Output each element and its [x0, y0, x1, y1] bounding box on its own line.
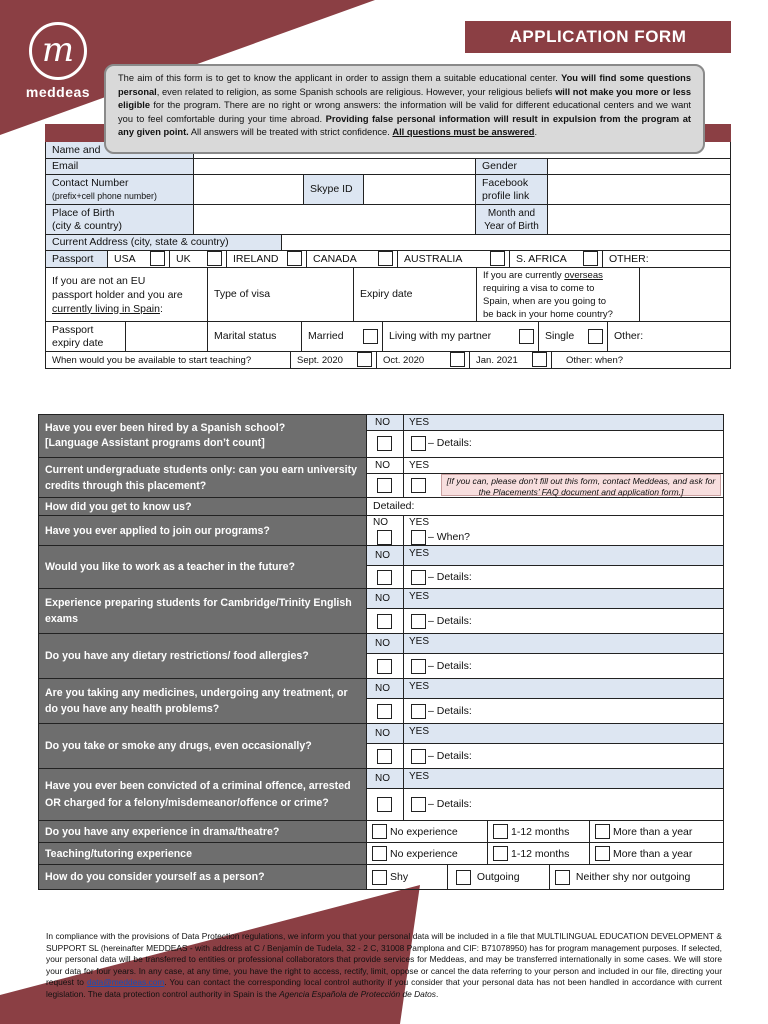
country-label: IRELAND — [233, 252, 279, 265]
checkbox[interactable] — [493, 846, 508, 861]
facebook-label — [476, 175, 548, 204]
facebook-label-line1: Facebook — [482, 176, 529, 189]
question-label: Have you ever been convicted of a criminal offence, arrested OR charged for a felony/misdemeanor/offence or crime? — [39, 769, 366, 820]
option-more-than-year[interactable] — [590, 843, 723, 864]
legal-text: . — [436, 988, 439, 999]
checkbox[interactable] — [372, 846, 387, 861]
contact-label-text: Contact Number — [52, 176, 129, 189]
question-subtext: [Language Assistant programs don’t count] — [45, 437, 265, 449]
row-marital — [45, 322, 731, 352]
yes-label: YES — [409, 517, 430, 528]
avail-jan-2021[interactable] — [470, 352, 552, 368]
no-label: NO — [375, 460, 390, 471]
no-label: NO — [375, 683, 390, 694]
no-checkbox[interactable] — [377, 478, 392, 493]
gender-label: Gender — [476, 159, 548, 174]
intro-text: The aim of this form is to get to know the applicant in order to assign them a suitable educational center. — [118, 73, 562, 83]
skype-label: Skype ID — [304, 175, 364, 204]
row-email — [45, 159, 731, 175]
details-label: – Details: — [428, 705, 472, 717]
no-label: NO — [375, 550, 390, 561]
skype-field[interactable] — [364, 175, 476, 204]
dob-line2: Year of Birth — [484, 220, 539, 232]
checkbox[interactable] — [450, 352, 465, 367]
option-outgoing[interactable] — [448, 865, 550, 889]
page-title: APPLICATION FORM — [465, 21, 731, 53]
checkbox[interactable] — [287, 251, 302, 266]
passport-uk[interactable] — [170, 251, 227, 267]
divider — [403, 546, 404, 588]
no-label: NO — [375, 773, 390, 784]
data-protection-notice — [46, 931, 722, 1001]
eu-line3: currently living in Spain — [52, 302, 160, 315]
details-label: – Details: — [428, 571, 472, 583]
option-label: Outgoing — [476, 871, 520, 883]
no-checkbox[interactable] — [377, 436, 392, 451]
legal-text: . You can contact the corresponding local control authority if you consider that your personal data has not been handled in accordance with current legislation. The data protection control authority in Spain is the — [46, 977, 722, 999]
option-label: 1-12 months — [511, 825, 570, 838]
yes-label: YES — [409, 771, 430, 782]
personal-details-table — [45, 124, 731, 369]
passport-south-africa[interactable] — [510, 251, 603, 267]
divider — [403, 458, 404, 497]
intro-text: for the program. There are no right or wrong answers: the information will be valid for different educational centers and we want you to feel comfortable during your time abroad. — [118, 100, 691, 124]
checkbox[interactable] — [363, 329, 378, 344]
yes-checkbox[interactable] — [411, 659, 426, 674]
passport-canada[interactable] — [307, 251, 398, 267]
no-checkbox[interactable] — [377, 570, 392, 585]
answer-area — [366, 546, 723, 588]
option-shy[interactable] — [367, 865, 448, 889]
yes-no-header — [367, 458, 723, 474]
pexp-line2: expiry date — [52, 336, 104, 349]
row-passport — [45, 251, 731, 268]
yes-checkbox[interactable] — [411, 614, 426, 629]
question-row — [38, 589, 724, 634]
passport-expiry-field[interactable] — [126, 322, 208, 351]
question-row — [38, 634, 724, 679]
questions-table — [38, 414, 724, 890]
divider — [403, 415, 404, 457]
answer-area — [366, 679, 723, 723]
details-label: – Details: — [428, 798, 472, 810]
row-visa — [45, 268, 731, 322]
yes-checkbox[interactable] — [411, 436, 426, 451]
no-label: NO — [375, 638, 390, 649]
yes-no-header — [367, 769, 723, 789]
marital-single[interactable] — [539, 322, 608, 351]
yes-no-header — [367, 724, 723, 744]
yes-no-header — [367, 589, 723, 609]
ov-line2: requiring a visa to come to — [483, 282, 595, 294]
question-row — [38, 865, 724, 890]
logo-mark: m — [29, 22, 87, 80]
dob-line1: Month and — [487, 207, 536, 219]
divider — [403, 724, 404, 768]
contact-field[interactable] — [194, 175, 304, 204]
yes-label: YES — [409, 636, 430, 647]
facebook-field[interactable] — [548, 175, 730, 204]
question-label: Are you taking any medicines, undergoing any treatment, or do you have any health problems? — [39, 679, 366, 723]
answer-area — [366, 634, 723, 678]
yes-no-header — [367, 546, 723, 566]
divider — [403, 516, 404, 545]
yes-label: YES — [409, 591, 430, 602]
date-label: Jan. 2021 — [476, 354, 518, 366]
checkbox[interactable] — [532, 352, 547, 367]
question-label: Do you have any experience in drama/theatre? — [39, 821, 366, 842]
marital-married[interactable] — [302, 322, 383, 351]
question-text: Have you ever been hired by a Spanish school? — [45, 422, 286, 434]
question-row — [38, 458, 724, 498]
overseas-question — [477, 268, 640, 321]
option-label: More than a year — [613, 825, 693, 838]
question-row — [38, 821, 724, 843]
contact-label — [46, 175, 194, 204]
no-checkbox[interactable] — [377, 659, 392, 674]
checkbox[interactable] — [555, 870, 570, 885]
checkbox[interactable] — [150, 251, 165, 266]
details-label: – Details: — [428, 660, 472, 672]
answer-area[interactable] — [366, 498, 723, 515]
option-label: 1-12 months — [511, 847, 570, 860]
country-label: AUSTRALIA — [404, 252, 463, 265]
country-label: CANADA — [313, 252, 357, 265]
question-label: Current undergraduate students only: can you earn university credits through this placement? — [39, 458, 366, 497]
eu-line1: If you are not an EU — [52, 274, 146, 287]
yes-checkbox[interactable] — [411, 570, 426, 585]
place-of-birth-field[interactable] — [194, 205, 476, 234]
question-label: How do you consider yourself as a person? — [39, 865, 366, 889]
visa-expiry-field[interactable]: Expiry date — [354, 268, 477, 321]
answer-area — [366, 516, 723, 545]
no-label: NO — [375, 417, 390, 428]
marital-other[interactable]: Other: — [614, 330, 644, 342]
question-row — [38, 679, 724, 724]
option-label: Married — [308, 330, 344, 342]
question-label: How did you get to know us? — [39, 498, 366, 515]
answer-area — [366, 843, 723, 864]
checkbox[interactable] — [490, 251, 505, 266]
question-label: Would you like to work as a teacher in the future? — [39, 546, 366, 588]
row-availability — [45, 352, 731, 369]
contact-email-link[interactable]: data@meddeas.com — [86, 977, 165, 988]
no-label: NO — [375, 593, 390, 604]
country-label: S. AFRICA — [516, 252, 567, 265]
pob-line1: Place of Birth — [52, 206, 115, 219]
checkbox[interactable] — [493, 824, 508, 839]
address-label: Current Address (city, state & country) — [46, 235, 282, 250]
option-label: Single — [545, 330, 575, 342]
question-row — [38, 516, 724, 546]
eu-passport-question — [46, 268, 208, 321]
no-checkbox[interactable] — [377, 749, 392, 764]
checkbox[interactable] — [207, 251, 222, 266]
eu-line2: passport holder and you are — [52, 288, 183, 301]
pob-line2: (city & country) — [52, 219, 123, 232]
marital-status-label: Marital status — [208, 322, 302, 351]
country-label: UK — [176, 252, 191, 265]
option-label: No experience — [390, 847, 458, 860]
answer-area — [366, 769, 723, 820]
question-row — [38, 415, 724, 458]
ov-line3: Spain, when are you going to — [483, 295, 607, 307]
pexp-line1: Passport — [52, 323, 94, 336]
divider — [403, 589, 404, 633]
yes-no-header — [367, 634, 723, 654]
intro-text: , even related to religion, as some Spanish schools are religious. However, your religious beliefs — [156, 86, 556, 97]
answer-area — [366, 821, 723, 842]
logo-text: meddeas — [25, 84, 91, 100]
question-label: Do you take or smoke any drugs, even occasionally? — [39, 724, 366, 768]
return-date-field[interactable] — [640, 268, 730, 321]
option-1-12-months[interactable] — [488, 821, 590, 842]
checkbox[interactable] — [583, 251, 598, 266]
option-1-12-months[interactable] — [488, 843, 590, 864]
question-row — [38, 724, 724, 769]
checkbox[interactable] — [378, 251, 393, 266]
intro-bold: You will find some questions personal — [118, 73, 691, 97]
visa-type-field[interactable]: Type of visa — [208, 268, 354, 321]
passport-ireland[interactable] — [227, 251, 307, 267]
answer-area — [366, 865, 723, 889]
divider — [403, 769, 404, 820]
no-checkbox[interactable] — [377, 530, 392, 545]
option-label: Neither shy nor outgoing — [575, 871, 691, 883]
facebook-label-line2: profile link — [482, 189, 530, 202]
yes-label: YES — [409, 548, 430, 559]
no-label: NO — [375, 728, 390, 739]
answer-area — [366, 589, 723, 633]
question-label: Do you have any dietary restrictions/ food allergies? — [39, 634, 366, 678]
date-label: Sept. 2020 — [297, 354, 343, 366]
ov-line1: If you are currently — [483, 269, 565, 281]
no-label: NO — [373, 517, 388, 528]
ov-line4: be back in your home country? — [483, 308, 613, 320]
email-field[interactable] — [194, 159, 476, 174]
meddeas-logo — [20, 22, 96, 100]
gender-field[interactable] — [548, 159, 730, 174]
passport-usa[interactable] — [108, 251, 170, 267]
yes-label: YES — [409, 681, 430, 692]
detailed-label: Detailed: — [373, 500, 415, 512]
yes-label: YES — [409, 726, 430, 737]
address-field[interactable] — [282, 235, 730, 250]
intro-bold: Providing false personal information will result in expulsion from the program at any given point. — [118, 113, 691, 138]
country-label: USA — [114, 252, 136, 265]
question-row — [38, 769, 724, 821]
availability-label: When would you be available to start teaching? — [46, 352, 291, 368]
checkbox[interactable] — [595, 824, 610, 839]
agency-name: Agencia Española de Protección de Datos — [279, 988, 436, 999]
option-no-experience[interactable] — [367, 821, 488, 842]
divider — [403, 679, 404, 723]
yes-checkbox[interactable] — [411, 797, 426, 812]
option-label: No experience — [390, 825, 458, 838]
passport-other[interactable]: OTHER: — [609, 252, 649, 265]
legal-text: In compliance with the provisions of Data Protection regulations, we inform you that your personal data will be included in a file that MULTILINGUAL EDUCATION DEVELOPMENT & SUPPORT SL (hereinafter MEDDEAS - with address at C / Benjamín de Tudela, 32 - 2 C, 31008 Pamplona and CIF: B71078950) has for program management purposes. If selected, your personal data will be transferred to entities or professional collaborators that provide services for Meddeas, and may be transferred internationally in some cases. We will store your data for four years. In any case, at any time, you have the right to access, rectify, limit, oppose or cancel the data referring to your person and included in our file, directing your request to — [46, 931, 722, 988]
details-label: – Details: — [428, 750, 472, 762]
question-row — [38, 498, 724, 516]
birth-date-field[interactable] — [548, 205, 730, 234]
yes-label: YES — [409, 460, 430, 471]
date-label: Oct. 2020 — [383, 354, 425, 366]
place-of-birth-label — [46, 205, 194, 234]
row-contact — [45, 175, 731, 205]
option-label: More than a year — [613, 847, 693, 860]
eu-colon: : — [159, 302, 163, 315]
checkbox[interactable] — [595, 846, 610, 861]
details-label: – Details: — [428, 437, 472, 449]
birth-date-label — [476, 205, 548, 234]
checkbox[interactable] — [372, 824, 387, 839]
when-label: – When? — [428, 531, 471, 543]
yes-checkbox[interactable] — [411, 530, 426, 545]
question-label: Experience preparing students for Cambridge/Trinity English exams — [39, 589, 366, 633]
row-birth — [45, 205, 731, 235]
yes-checkbox[interactable] — [411, 704, 426, 719]
intro-bold-underlined: All questions must be answered — [392, 127, 535, 138]
option-no-experience[interactable] — [367, 843, 488, 864]
question-row — [38, 546, 724, 589]
answer-area — [366, 724, 723, 768]
question-label — [39, 415, 366, 457]
intro-notice — [104, 64, 705, 154]
checkbox[interactable] — [456, 870, 471, 885]
answer-area — [366, 415, 723, 457]
passport-label: Passport — [46, 251, 108, 267]
avail-oct-2020[interactable] — [377, 352, 470, 368]
answer-area — [366, 458, 723, 497]
ov-underlined: overseas — [564, 269, 603, 281]
undergraduate-note: [If you can, please don’t fill out this form, contact Meddeas, and ask for the Placements’ FAQ document and application form.] — [441, 474, 721, 496]
passport-australia[interactable] — [398, 251, 510, 267]
yes-no-header — [367, 679, 723, 699]
name-label: Name and — [46, 142, 194, 158]
row-address — [45, 235, 731, 251]
no-checkbox[interactable] — [377, 797, 392, 812]
yes-checkbox[interactable] — [411, 478, 426, 493]
yes-label: YES — [409, 417, 430, 428]
avail-sept-2020[interactable] — [291, 352, 377, 368]
email-label: Email — [46, 159, 194, 174]
question-label: Have you ever applied to join our programs? — [39, 516, 366, 545]
checkbox[interactable] — [357, 352, 372, 367]
yes-checkbox[interactable] — [411, 749, 426, 764]
option-more-than-year[interactable] — [590, 821, 723, 842]
passport-expiry-label — [46, 322, 126, 351]
contact-hint: (prefix+cell phone number) — [52, 190, 157, 201]
checkbox[interactable] — [588, 329, 603, 344]
no-checkbox[interactable] — [377, 614, 392, 629]
intro-text: All answers will be treated with strict confidence. — [188, 127, 393, 138]
marital-partner[interactable] — [383, 322, 539, 351]
option-label: Shy — [390, 871, 409, 883]
option-label: Living with my partner — [389, 330, 492, 342]
intro-text: . — [534, 127, 538, 138]
question-row — [38, 843, 724, 865]
yes-no-header — [367, 415, 723, 431]
avail-other[interactable]: Other: when? — [566, 354, 624, 366]
question-label: Teaching/tutoring experience — [39, 843, 366, 864]
no-checkbox[interactable] — [377, 704, 392, 719]
checkbox[interactable] — [519, 329, 534, 344]
checkbox[interactable] — [372, 870, 387, 885]
details-label: – Details: — [428, 615, 472, 627]
option-neither[interactable] — [550, 865, 723, 889]
divider — [403, 634, 404, 678]
intro-bold: will not make you more or less eligible — [118, 86, 691, 111]
